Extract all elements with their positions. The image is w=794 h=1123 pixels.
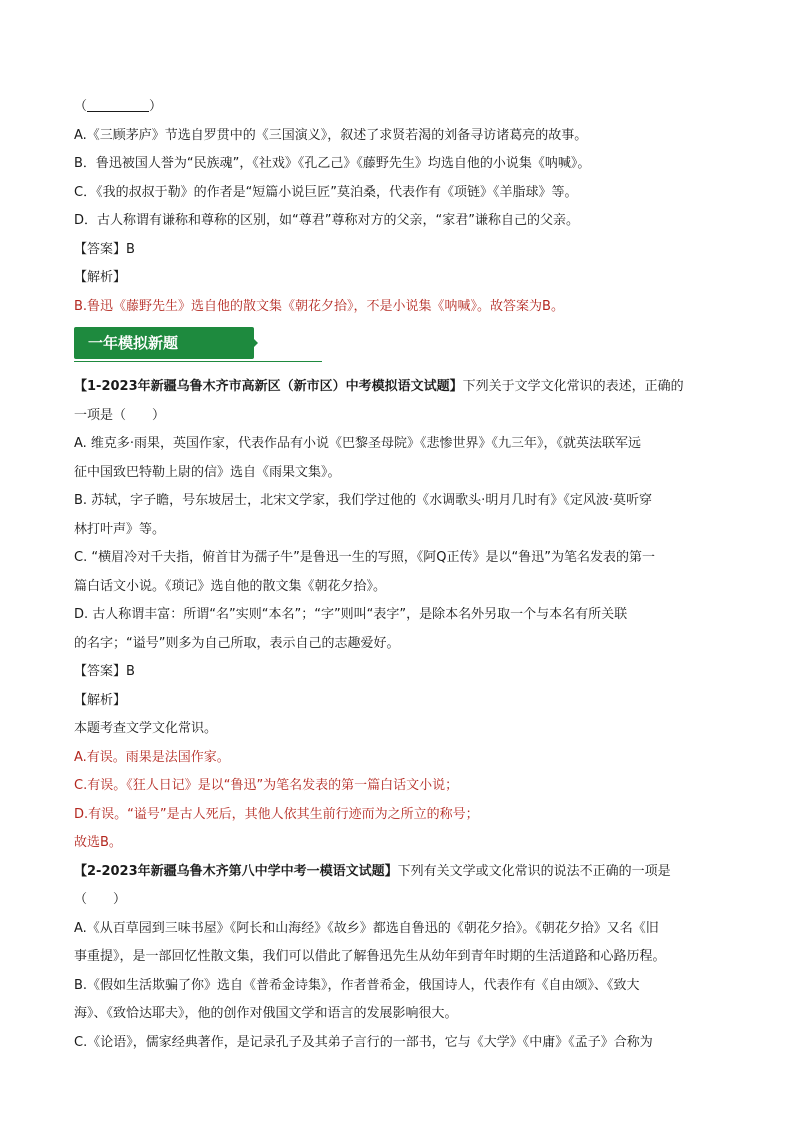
analysis-text: B.鲁迅《藤野先生》选自他的散文集《朝花夕拾》，不是小说集《呐喊》。故答案为B。 <box>74 298 564 314</box>
analysis-label: 【解析】 <box>74 270 127 285</box>
q1-stem-text: 下列关于文学文化常识的表述，正确的 <box>462 379 684 394</box>
section-header <box>74 327 722 363</box>
q2-option-c: C.《论语》，儒家经典著作，是记录孔子及其弟子言行的一部书，它与《大学》《中庸》《孟子》合称为 <box>74 1034 653 1050</box>
q1-stem-cont: 一项是（ ） <box>74 407 166 423</box>
section-title: 一年模拟新题 <box>74 327 254 359</box>
q1-stem <box>74 373 722 402</box>
paren-close: ） <box>149 99 163 114</box>
section-underline <box>74 361 322 362</box>
q1-option-b: B. 苏轼，字子瞻，号东坡居士，北宋文学家，我们学过他的《水调歌头·明月几时有》《定风波·莫听穿 <box>74 493 652 508</box>
q2-stem-text: 下列有关文学或文化常识的说法不正确的一项是 <box>397 863 671 879</box>
answer-blank-line <box>74 93 722 122</box>
option-a: A.《三顾茅庐》节选自罗贯中的《三国演义》，叙述了求贤若渴的刘备寻访诸葛亮的故事。 <box>74 127 588 143</box>
q1-analysis-intro: 本题考查文学文化常识。 <box>74 721 218 736</box>
q2-stem-cont: （ ） <box>74 892 127 907</box>
q1-source: 【1-2023年新疆乌鲁木齐市高新区（新市区）中考模拟语文试题】 <box>74 379 463 394</box>
option-d: D．古人称谓有谦称和尊称的区别，如“尊君”尊称对方的父亲，“家君”谦称自己的父亲。 <box>74 213 579 228</box>
q2-option-b: B.《假如生活欺骗了你》选自《普希金诗集》，作者普希金，俄国诗人，代表作有《自由颂》、《致大 <box>74 977 640 993</box>
q1-analysis-conclusion: 故选B。 <box>74 835 122 850</box>
q2-source: 【2-2023年新疆乌鲁木齐第八中学中考一模语文试题】 <box>74 863 398 879</box>
document-content <box>74 93 722 1057</box>
q1-option-b-cont: 林打叶声》等。 <box>74 521 166 537</box>
q1-option-c: C. “横眉冷对千夫指，俯首甘为孺子牛”是鲁迅一生的写照，《阿Q正传》是以“鲁迅”为笔名发表的第一 <box>74 550 656 565</box>
answer-label: 【答案】B <box>74 241 135 257</box>
q1-answer-label: 【答案】B <box>74 664 135 679</box>
q2-option-a-cont: 事重提》，是一部回忆性散文集，我们可以借此了解鲁迅先生从幼年到青年时期的生活道路和心路历程。 <box>74 949 666 964</box>
q1-option-a: A. 维克多·雨果，英国作家，代表作品有小说《巴黎圣母院》《悲惨世界》《九三年》，《就英法联军远 <box>74 436 642 451</box>
q1-option-d: D. 古人称谓丰富：所谓“名”实则“本名”；“字”则叫“表字”，是除本名外另取一个与本名有所关联 <box>74 607 628 622</box>
banner-stripes-icon <box>214 327 260 359</box>
option-b: B．鲁迅被国人誉为“民族魂”，《社戏》《孔乙己》《藤野先生》均选自他的小说集《呐喊》。 <box>74 156 591 171</box>
q1-analysis-a: A.有误。雨果是法国作家。 <box>74 749 230 765</box>
answer-blank[interactable] <box>87 97 149 112</box>
q1-option-c-cont: 篇白话文小说。《琐记》选自他的散文集《朝花夕拾》。 <box>74 578 387 594</box>
paren-open: （ <box>74 99 88 114</box>
q1-analysis-c: C.有误。《狂人日记》是以“鲁迅”为笔名发表的第一篇白话文小说； <box>74 778 459 793</box>
q1-analysis-d: D.有误。“谥号”是古人死后，其他人依其生前行迹而为之所立的称号； <box>74 806 479 822</box>
q2-stem <box>74 858 722 887</box>
q2-option-b-cont: 海》、《致恰达耶夫》，他的创作对俄国文学和语言的发展影响很大。 <box>74 1006 458 1021</box>
option-c: C．《我的叔叔于勒》的作者是“短篇小说巨匠”莫泊桑，代表作有《项链》《羊脂球》等。 <box>74 184 578 200</box>
q1-analysis-label: 【解析】 <box>74 692 127 708</box>
q2-option-a: A.《从百草园到三味书屋》《阿长和山海经》《故乡》都选自鲁迅的《朝花夕拾》。《朝花夕拾》又名《旧 <box>74 920 659 936</box>
q1-option-a-cont: 征中国致巴特勒上尉的信》选自《雨果文集》。 <box>74 464 341 480</box>
q1-option-d-cont: 的名字；“谥号”则多为自己所取，表示自己的志趣爱好。 <box>74 635 400 651</box>
